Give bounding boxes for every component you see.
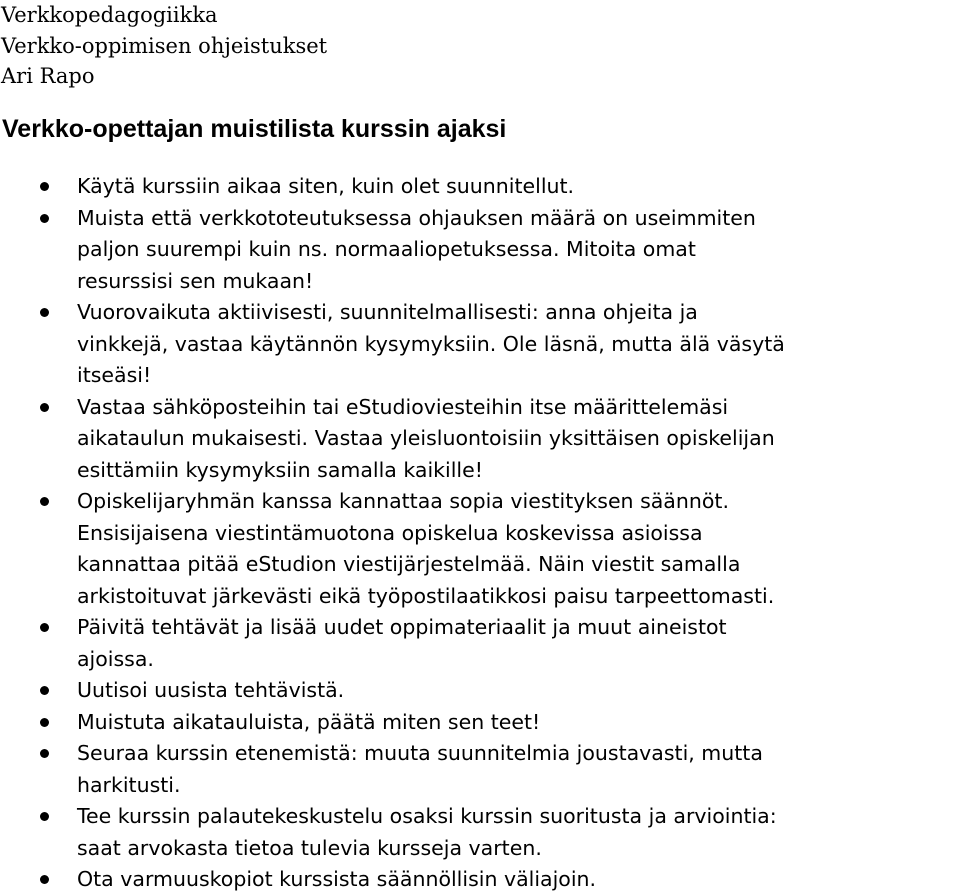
list-item-text: Ota varmuuskopiot kurssista säännöllisin väliajoin.: [77, 867, 597, 891]
list-item: [0, 738, 947, 801]
bullet-icon: [40, 623, 49, 632]
list-item-text: Seuraa kurssin etenemistä: muuta suunnitelmia joustavasti, mutta: [77, 741, 763, 765]
bullet-icon: [40, 214, 49, 223]
document-subtitle: Verkko-oppimisen ohjeistukset: [1, 33, 328, 58]
list-item-text: resurssisi sen mukaan!: [77, 268, 314, 293]
list-item: [0, 392, 947, 487]
list-item-text: Käytä kurssiin aikaa siten, kuin olet suunnitellut.: [77, 174, 575, 198]
document-header: [1, 0, 327, 92]
list-item-text: Vuorovaikuta aktiivisesti, suunnitelmallisesti: anna ohjeita ja: [77, 300, 698, 324]
page-title: Verkko-opettajan muistilista kurssin ajaksi: [2, 115, 507, 143]
list-item-text: Päivitä tehtävät ja lisää uudet oppimateriaalit ja muut aineistot: [77, 615, 727, 639]
list-item-text: arkistoituvat järkevästi eikä työpostilaatikkosi paisu tarpeettomasti.: [77, 583, 775, 608]
list-item-text: Tee kurssin palautekeskustelu osaksi kurssin suoritusta ja arviointia:: [77, 804, 777, 828]
list-item: [0, 171, 947, 203]
bullet-icon: [40, 182, 49, 191]
list-item-text: vinkkejä, vastaa käytännön kysymyksiin. Ole läsnä, mutta älä väsytä: [77, 331, 785, 356]
list-item-text: aikataulun mukaisesti. Vastaa yleisluontoisiin yksittäisen opiskelijan: [77, 426, 775, 450]
list-item-text: kannattaa pitää eStudion viestijärjestelmää. Näin viestit samalla: [77, 552, 741, 576]
bullet-icon: [40, 812, 49, 821]
bullet-icon: [40, 497, 49, 506]
list-item-text: esittämiin kysymyksiin samalla kaikille!: [77, 457, 483, 482]
course-name: Verkkopedagogiikka: [1, 3, 218, 27]
list-item: [0, 612, 947, 675]
list-item-text: Uutisoi uusista tehtävistä.: [77, 678, 345, 702]
list-item-text: itseäsi!: [77, 363, 152, 387]
list-item-text: Muistuta aikatauluista, päätä miten sen teet!: [77, 709, 541, 734]
bullet-icon: [40, 403, 49, 412]
list-item: [0, 707, 947, 739]
list-item: [0, 801, 947, 864]
list-item-text: saat arvokasta tietoa tulevia kursseja varten.: [77, 835, 542, 860]
list-item-text: paljon suurempi kuin ns. normaaliopetuksessa. Mitoita omat: [77, 237, 696, 261]
list-item-text: harkitusti.: [77, 772, 181, 797]
list-item-text: Opiskelijaryhmän kanssa kannattaa sopia viestityksen säännöt.: [77, 489, 729, 513]
list-item: [0, 297, 947, 392]
bullet-icon: [40, 749, 49, 758]
bullet-icon: [40, 718, 49, 727]
bullet-icon: [40, 308, 49, 317]
list-item: [0, 675, 947, 707]
list-item: [0, 864, 947, 896]
checklist: [0, 171, 960, 896]
list-item: [0, 203, 947, 298]
bullet-icon: [40, 686, 49, 695]
author-name: Ari Rapo: [1, 64, 95, 88]
list-item: [0, 486, 947, 612]
list-item-text: ajoissa.: [77, 646, 154, 671]
list-item-text: Ensisijaisena viestintämuotona opiskelua koskevissa asioissa: [77, 520, 703, 545]
list-item-text: Vastaa sähköposteihin tai eStudioviesteihin itse määrittelemäsi: [77, 394, 729, 419]
list-item-text: Muista että verkkototeutuksessa ohjauksen määrä on useimmiten: [77, 205, 756, 230]
